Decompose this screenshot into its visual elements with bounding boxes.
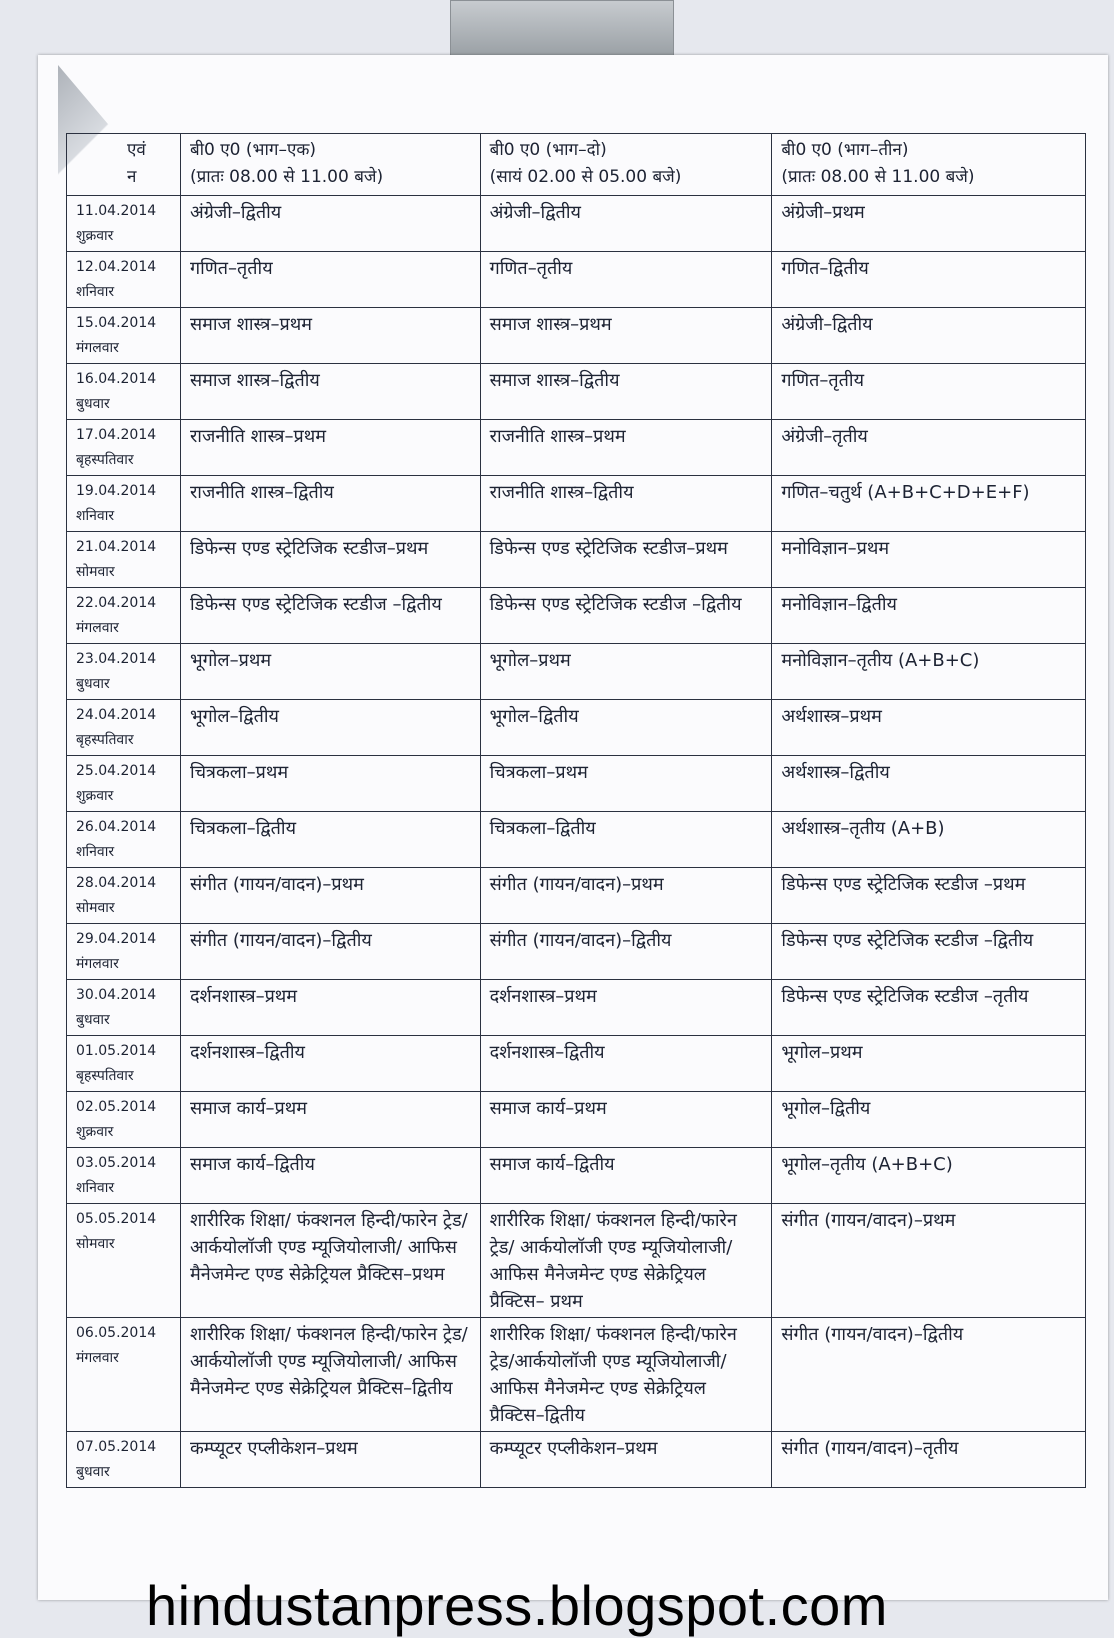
exam-date: 06.05.2014 xyxy=(76,1325,157,1341)
header-part-two xyxy=(480,134,772,196)
schedule-row xyxy=(67,476,1086,532)
schedule-row xyxy=(67,588,1086,644)
exam-day: बुधवार xyxy=(76,676,110,692)
exam-date: 22.04.2014 xyxy=(76,595,157,611)
subject-cell-part-3: संगीत (गायन/वादन)–तृतीय xyxy=(772,1432,1086,1488)
header-line: एवं xyxy=(127,140,146,160)
schedule-row xyxy=(67,1318,1086,1432)
schedule-row xyxy=(67,756,1086,812)
subject-cell-part-1: भूगोल–द्वितीय xyxy=(180,700,480,756)
subject-cell-part-1: गणित–तृतीय xyxy=(180,252,480,308)
date-day-cell xyxy=(67,532,181,588)
subject-cell-part-3: डिफेन्स एण्ड स्ट्रेटिजिक स्टडीज –प्रथम xyxy=(772,868,1086,924)
subject-cell-part-1: राजनीति शास्त्र–प्रथम xyxy=(180,420,480,476)
header-date-day xyxy=(67,134,181,196)
date-day-cell xyxy=(67,756,181,812)
subject-cell-part-1: समाज शास्त्र–द्वितीय xyxy=(180,364,480,420)
subject-cell-part-3: संगीत (गायन/वादन)–प्रथम xyxy=(772,1204,1086,1318)
exam-day: शुक्रवार xyxy=(76,788,114,804)
subject-cell-part-3: अर्थशास्त्र–द्वितीय xyxy=(772,756,1086,812)
header-line: बी0 ए0 (भाग–तीन) xyxy=(781,140,909,160)
subject-cell-part-2: संगीत (गायन/वादन)–प्रथम xyxy=(480,868,772,924)
subject-cell-part-1: राजनीति शास्त्र–द्वितीय xyxy=(180,476,480,532)
header-line: (प्रातः 08.00 से 11.00 बजे) xyxy=(189,167,384,187)
exam-date: 05.05.2014 xyxy=(76,1211,157,1227)
date-day-cell xyxy=(67,476,181,532)
exam-day: बृहस्पतिवार xyxy=(76,732,134,748)
date-day-cell xyxy=(67,812,181,868)
subject-cell-part-3: गणित–चतुर्थ (A+B+C+D+E+F) xyxy=(772,476,1086,532)
subject-cell-part-3: डिफेन्स एण्ड स्ट्रेटिजिक स्टडीज –द्वितीय xyxy=(772,924,1086,980)
subject-cell-part-2: दर्शनशास्त्र–प्रथम xyxy=(480,980,772,1036)
exam-date: 28.04.2014 xyxy=(76,875,157,891)
subject-cell-part-3: गणित–तृतीय xyxy=(772,364,1086,420)
exam-day: शुक्रवार xyxy=(76,228,114,244)
date-day-cell xyxy=(67,980,181,1036)
exam-day: बुधवार xyxy=(76,1012,110,1028)
exam-day: शनिवार xyxy=(76,844,115,860)
subject-cell-part-3: मनोविज्ञान–तृतीय (A+B+C) xyxy=(772,644,1086,700)
subject-cell-part-3: भूगोल–प्रथम xyxy=(772,1036,1086,1092)
exam-day: शनिवार xyxy=(76,508,115,524)
subject-cell-part-3: अंग्रेजी–प्रथम xyxy=(772,196,1086,252)
subject-cell-part-2: दर्शनशास्त्र–द्वितीय xyxy=(480,1036,772,1092)
header-line: बी0 ए0 (भाग–एक) xyxy=(189,140,317,160)
date-day-cell xyxy=(67,1432,181,1488)
subject-cell-part-1: शारीरिक शिक्षा/ फंक्शनल हिन्दी/फारेन ट्रेड/ आर्कयोलॉजी एण्ड म्यूजियोलाजी/ आफिस मैनेजमेन्ट एण्ड सेक्रेट्रियल प्रैक्टिस–प्रथम xyxy=(180,1204,480,1318)
date-day-cell xyxy=(67,868,181,924)
schedule-row xyxy=(67,1092,1086,1148)
subject-cell-part-1: कम्प्यूटर एप्लीकेशन–प्रथम xyxy=(180,1432,480,1488)
subject-cell-part-1: डिफेन्स एण्ड स्ट्रेटिजिक स्टडीज–प्रथम xyxy=(180,532,480,588)
date-day-cell xyxy=(67,196,181,252)
blog-watermark: hindustanpress.blogspot.com xyxy=(146,1574,888,1637)
exam-date: 26.04.2014 xyxy=(76,819,157,835)
date-day-cell xyxy=(67,1092,181,1148)
date-day-cell xyxy=(67,644,181,700)
subject-cell-part-3: मनोविज्ञान–प्रथम xyxy=(772,532,1086,588)
header-row xyxy=(67,134,1086,196)
subject-cell-part-3: अर्थशास्त्र–प्रथम xyxy=(772,700,1086,756)
date-day-cell xyxy=(67,364,181,420)
schedule-row xyxy=(67,980,1086,1036)
exam-date: 03.05.2014 xyxy=(76,1155,157,1171)
header-line: बी0 ए0 (भाग–दो) xyxy=(489,140,607,160)
schedule-row xyxy=(67,868,1086,924)
subject-cell-part-2: राजनीति शास्त्र–प्रथम xyxy=(480,420,772,476)
subject-cell-part-2: कम्प्यूटर एप्लीकेशन–प्रथम xyxy=(480,1432,772,1488)
subject-cell-part-2: चित्रकला–प्रथम xyxy=(480,756,772,812)
exam-day: शुक्रवार xyxy=(76,1124,114,1140)
subject-cell-part-1: अंग्रेजी–द्वितीय xyxy=(180,196,480,252)
subject-cell-part-3: संगीत (गायन/वादन)–द्वितीय xyxy=(772,1318,1086,1432)
subject-cell-part-2: डिफेन्स एण्ड स्ट्रेटिजिक स्टडीज–प्रथम xyxy=(480,532,772,588)
subject-cell-part-2: चित्रकला–द्वितीय xyxy=(480,812,772,868)
exam-day: बृहस्पतिवार xyxy=(76,452,134,468)
date-day-cell xyxy=(67,420,181,476)
date-day-cell xyxy=(67,1036,181,1092)
subject-cell-part-1: संगीत (गायन/वादन)–प्रथम xyxy=(180,868,480,924)
header-line: (सायं 02.00 से 05.00 बजे) xyxy=(489,167,682,187)
subject-cell-part-3: अंग्रेजी–द्वितीय xyxy=(772,308,1086,364)
exam-date: 21.04.2014 xyxy=(76,539,157,555)
schedule-row xyxy=(67,700,1086,756)
exam-date: 07.05.2014 xyxy=(76,1439,157,1455)
exam-day: मंगलवार xyxy=(76,956,119,972)
exam-date: 25.04.2014 xyxy=(76,763,157,779)
subject-cell-part-2: शारीरिक शिक्षा/ फंक्शनल हिन्दी/फारेन ट्रेड/आर्कयोलॉजी एण्ड म्यूजियोलाजी/ आफिस मैनेजमेन्ट एण्ड सेक्रेट्रियल प्रैक्टिस–द्वितीय xyxy=(480,1318,772,1432)
subject-cell-part-1: समाज कार्य–द्वितीय xyxy=(180,1148,480,1204)
exam-day: बुधवार xyxy=(76,396,110,412)
binder-clip xyxy=(450,0,674,57)
subject-cell-part-2: समाज शास्त्र–द्वितीय xyxy=(480,364,772,420)
header-part-one xyxy=(180,134,480,196)
schedule-row xyxy=(67,1148,1086,1204)
date-day-cell xyxy=(67,308,181,364)
exam-day: शनिवार xyxy=(76,1180,115,1196)
date-day-cell xyxy=(67,1318,181,1432)
exam-date: 01.05.2014 xyxy=(76,1043,157,1059)
subject-cell-part-1: चित्रकला–द्वितीय xyxy=(180,812,480,868)
date-day-cell xyxy=(67,588,181,644)
exam-day: बुधवार xyxy=(76,1464,110,1480)
schedule-row xyxy=(67,1204,1086,1318)
subject-cell-part-2: भूगोल–द्वितीय xyxy=(480,700,772,756)
subject-cell-part-3: भूगोल–द्वितीय xyxy=(772,1092,1086,1148)
exam-date: 24.04.2014 xyxy=(76,707,157,723)
exam-date: 12.04.2014 xyxy=(76,259,157,275)
subject-cell-part-1: डिफेन्स एण्ड स्ट्रेटिजिक स्टडीज –द्वितीय xyxy=(180,588,480,644)
exam-date: 11.04.2014 xyxy=(76,203,157,219)
exam-date: 17.04.2014 xyxy=(76,427,157,443)
subject-cell-part-3: गणित–द्वितीय xyxy=(772,252,1086,308)
exam-day: मंगलवार xyxy=(76,340,119,356)
exam-day: शनिवार xyxy=(76,284,115,300)
schedule-row xyxy=(67,196,1086,252)
subject-cell-part-1: समाज कार्य–प्रथम xyxy=(180,1092,480,1148)
subject-cell-part-1: चित्रकला–प्रथम xyxy=(180,756,480,812)
subject-cell-part-3: भूगोल–तृतीय (A+B+C) xyxy=(772,1148,1086,1204)
date-day-cell xyxy=(67,1204,181,1318)
subject-cell-part-3: अंग्रेजी–तृतीय xyxy=(772,420,1086,476)
exam-day: मंगलवार xyxy=(76,1350,119,1366)
subject-cell-part-2: डिफेन्स एण्ड स्ट्रेटिजिक स्टडीज –द्वितीय xyxy=(480,588,772,644)
subject-cell-part-3: अर्थशास्त्र–तृतीय (A+B) xyxy=(772,812,1086,868)
header-part-three xyxy=(772,134,1086,196)
schedule-row xyxy=(67,812,1086,868)
subject-cell-part-3: डिफेन्स एण्ड स्ट्रेटिजिक स्टडीज –तृतीय xyxy=(772,980,1086,1036)
schedule-row xyxy=(67,532,1086,588)
date-day-cell xyxy=(67,252,181,308)
subject-cell-part-2: संगीत (गायन/वादन)–द्वितीय xyxy=(480,924,772,980)
schedule-row xyxy=(67,252,1086,308)
exam-date: 23.04.2014 xyxy=(76,651,157,667)
exam-date: 29.04.2014 xyxy=(76,931,157,947)
exam-date: 15.04.2014 xyxy=(76,315,157,331)
schedule-row xyxy=(67,924,1086,980)
exam-day: सोमवार xyxy=(76,900,115,916)
schedule-row xyxy=(67,364,1086,420)
header-line: न xyxy=(127,167,137,187)
subject-cell-part-2: राजनीति शास्त्र–द्वितीय xyxy=(480,476,772,532)
subject-cell-part-1: दर्शनशास्त्र–प्रथम xyxy=(180,980,480,1036)
subject-cell-part-2: समाज शास्त्र–प्रथम xyxy=(480,308,772,364)
exam-date: 16.04.2014 xyxy=(76,371,157,387)
subject-cell-part-2: समाज कार्य–द्वितीय xyxy=(480,1148,772,1204)
schedule-row xyxy=(67,1432,1086,1488)
subject-cell-part-2: शारीरिक शिक्षा/ फंक्शनल हिन्दी/फारेन ट्रेड/ आर्कयोलॉजी एण्ड म्यूजियोलाजी/ आफिस मैनेजमेन्ट एण्ड सेक्रेट्रियल प्रैक्टिस– प्रथम xyxy=(480,1204,772,1318)
subject-cell-part-1: भूगोल–प्रथम xyxy=(180,644,480,700)
exam-day: सोमवार xyxy=(76,564,115,580)
schedule-row xyxy=(67,644,1086,700)
exam-day: मंगलवार xyxy=(76,620,119,636)
subject-cell-part-3: मनोविज्ञान–द्वितीय xyxy=(772,588,1086,644)
subject-cell-part-1: संगीत (गायन/वादन)–द्वितीय xyxy=(180,924,480,980)
subject-cell-part-2: भूगोल–प्रथम xyxy=(480,644,772,700)
header-line: (प्रातः 08.00 से 11.00 बजे) xyxy=(781,167,975,187)
subject-cell-part-1: समाज शास्त्र–प्रथम xyxy=(180,308,480,364)
exam-date: 19.04.2014 xyxy=(76,483,157,499)
subject-cell-part-1: दर्शनशास्त्र–द्वितीय xyxy=(180,1036,480,1092)
exam-day: बृहस्पतिवार xyxy=(76,1068,134,1084)
subject-cell-part-2: गणित–तृतीय xyxy=(480,252,772,308)
paper-sheet xyxy=(38,55,1108,1637)
exam-date: 30.04.2014 xyxy=(76,987,157,1003)
subject-cell-part-1: शारीरिक शिक्षा/ फंक्शनल हिन्दी/फारेन ट्रेड/ आर्कयोलॉजी एण्ड म्यूजियोलाजी/ आफिस मैनेजमेन्ट एण्ड सेक्रेट्रियल प्रैक्टिस–द्वितीय xyxy=(180,1318,480,1432)
exam-schedule-table xyxy=(66,133,1086,1488)
schedule-row xyxy=(67,420,1086,476)
exam-date: 02.05.2014 xyxy=(76,1099,157,1115)
subject-cell-part-2: अंग्रेजी–द्वितीय xyxy=(480,196,772,252)
subject-cell-part-2: समाज कार्य–प्रथम xyxy=(480,1092,772,1148)
date-day-cell xyxy=(67,1148,181,1204)
date-day-cell xyxy=(67,700,181,756)
schedule-row xyxy=(67,308,1086,364)
date-day-cell xyxy=(67,924,181,980)
exam-day: सोमवार xyxy=(76,1236,115,1252)
schedule-row xyxy=(67,1036,1086,1092)
